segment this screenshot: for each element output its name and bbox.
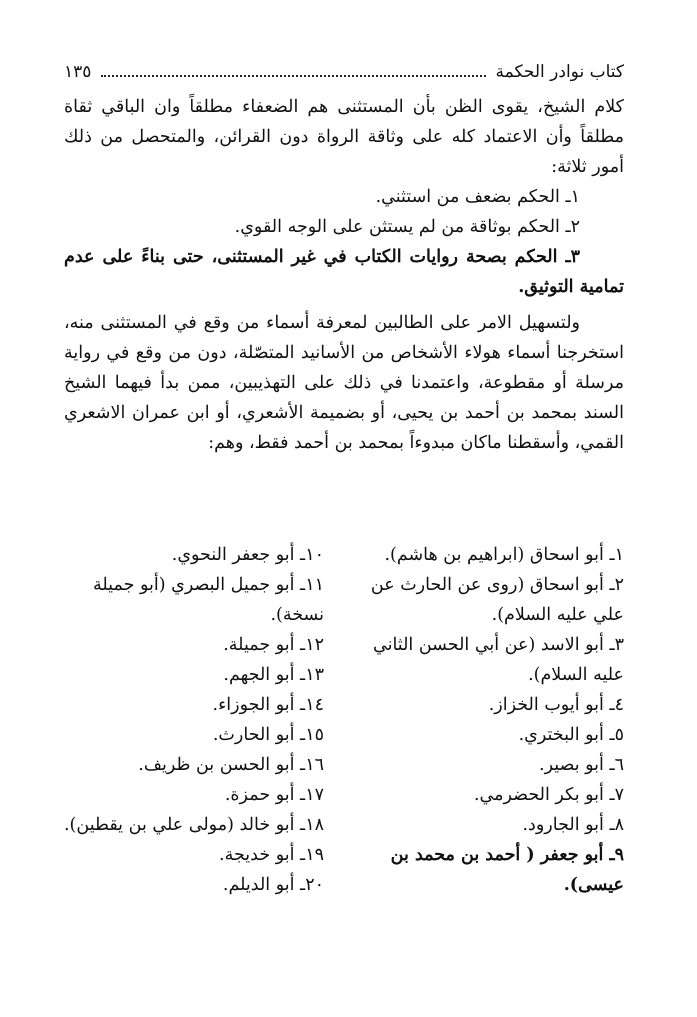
page-number: ١٣٥ [64, 62, 92, 82]
name-item: ٩ـ أبو جعفر ( أحمد بن محمد بن عيسى). [390, 845, 624, 895]
name-item: ٢٠ـ أبو الديلم. [222, 875, 324, 895]
name-item: ٥ـ أبو البختري. [518, 725, 624, 745]
names-list [64, 540, 624, 900]
point-1: ١ـ الحكم بضعف من استثني. [375, 187, 580, 207]
names-column-right [344, 540, 624, 900]
name-item: ٤ـ أبو أيوب الخزاز. [488, 695, 624, 715]
header-dot-leader [101, 75, 485, 77]
point-2: ٢ـ الحكم بوثاقة من لم يستثن على الوجه القوي. [234, 217, 580, 237]
name-item: ١٧ـ أبو حمزة. [224, 785, 324, 805]
name-item: ١١ـ أبو جميل البصري (أبو جميلة نسخة). [93, 575, 324, 625]
name-item: ١٦ـ أبو الحسن بن ظريف. [138, 755, 324, 775]
name-item: ١٨ـ أبو خالد (مولى علي بن يقطين). [63, 815, 324, 835]
name-item: ١ـ أبو اسحاق (ابراهيم بن هاشم). [384, 545, 624, 565]
name-item: ٣ـ أبو الاسد (عن أبي الحسن الثاني عليه السلام). [373, 635, 624, 685]
paragraph-1: كلام الشيخ، يقوى الظن بأن المستثنى هم الضعفاء مطلقاً وان الباقي ثقاة مطلقاً وأن الاعتماد كله على وثاقة الرواة دون القرائن، والمتحصل من ذلك أمور ثلاثة: [64, 97, 624, 177]
page-header [64, 52, 624, 82]
name-item: ٢ـ أبو اسحاق (روى عن الحارث عن علي عليه السلام). [370, 575, 624, 625]
point-3: ٣ـ الحكم بصحة روايات الكتاب في غير المستثنى، حتى بناءً على عدم تمامية التوثيق. [64, 247, 624, 297]
book-title: كتاب نوادر الحكمة [495, 62, 624, 82]
names-column-left [64, 540, 344, 900]
name-item: ١٣ـ أبو الجهم. [223, 665, 324, 685]
name-item: ٧ـ أبو بكر الحضرمي. [473, 785, 624, 805]
name-item: ١٥ـ أبو الحارث. [212, 725, 324, 745]
name-item: ٦ـ أبو بصير. [539, 755, 624, 775]
body-text [64, 92, 624, 458]
name-item: ٨ـ أبو الجارود. [522, 815, 624, 835]
name-item: ١٤ـ أبو الجوزاء. [212, 695, 324, 715]
name-item: ١٩ـ أبو خديجة. [219, 845, 324, 865]
name-item: ١٢ـ أبو جميلة. [223, 635, 324, 655]
paragraph-2: ولتسهيل الامر على الطالبين لمعرفة أسماء من وقع في المستثنى منه، استخرجنا أسماء هولاء الأشخاص من الأسانيد المتصّلة، دون من وقع في رواية مرسلة أو مقطوعة، واعتمدنا في ذلك على التهذيبين، ممن بدأ فيهما الشيخ السند بمحمد بن أحمد بن يحيى، أو بضميمة الأشعري، أو ابن عمران الاشعري القمي، وأسقطنا ماكان مبدوءاً بمحمد بن أحمد فقط، وهم: [64, 313, 624, 453]
name-item: ١٠ـ أبو جعفر النحوي. [171, 545, 324, 565]
